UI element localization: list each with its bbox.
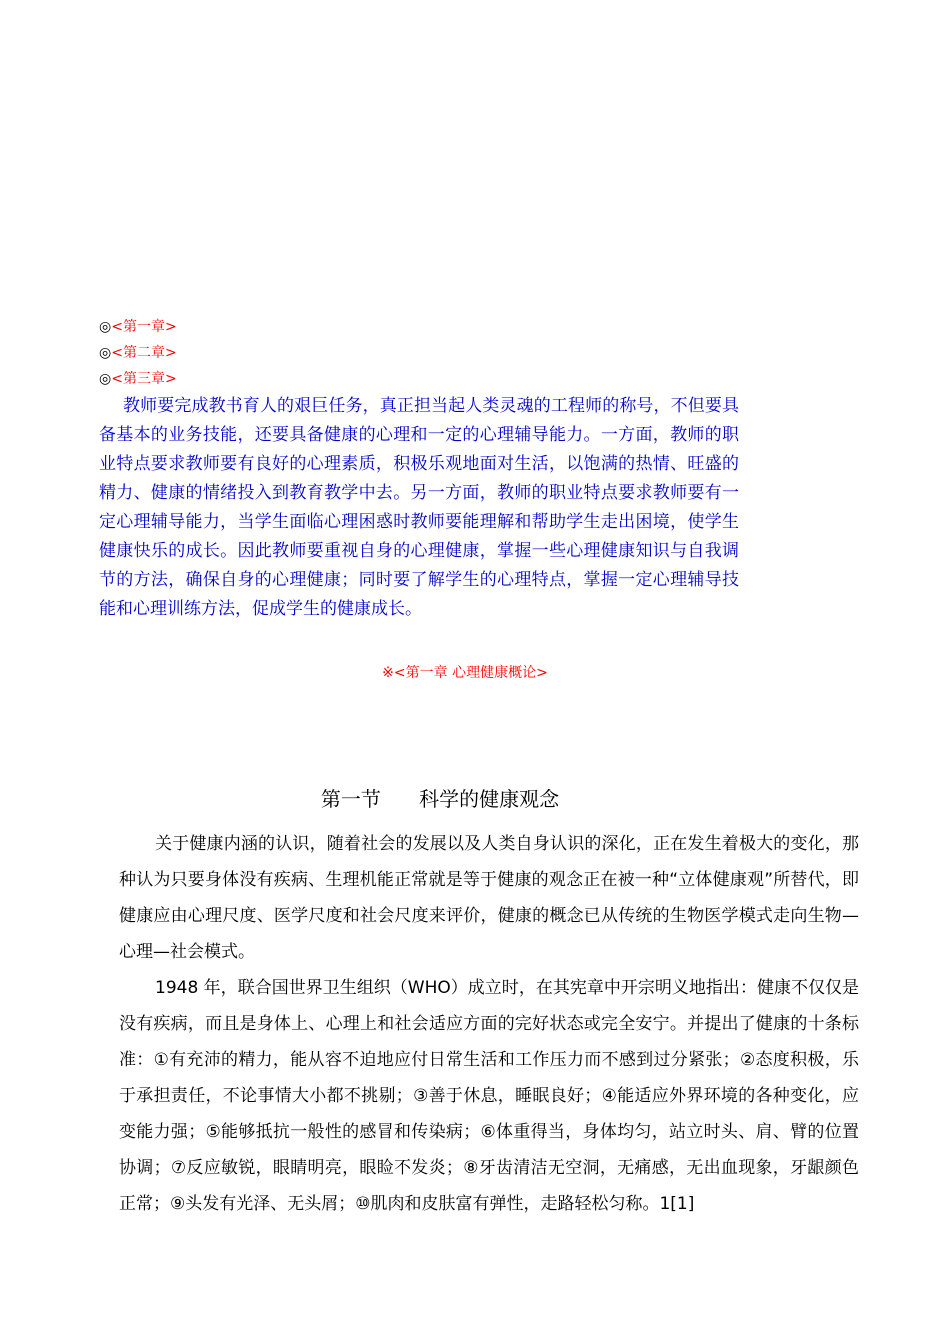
toc-bullet-icon: ◎ bbox=[99, 345, 112, 361]
toc-item-chapter-1[interactable] bbox=[99, 314, 739, 340]
toc-item-chapter-3[interactable] bbox=[99, 366, 739, 392]
toc-link-chapter-2[interactable]: <第二章> bbox=[111, 345, 177, 361]
toc-link-chapter-1[interactable]: <第一章> bbox=[111, 319, 177, 335]
toc-bullet-icon: ◎ bbox=[99, 371, 112, 387]
toc-link-chapter-3[interactable]: <第三章> bbox=[111, 371, 177, 387]
body-paragraph-2: 1948 年，联合国世界卫生组织（WHO）成立时，在其宪章中开宗明义地指出：健康不仅仅是没有疾病，而且是身体上、心理上和社会适应方面的完好状态或完全安宁。并提出了健康的十条标准：①有充沛的精力，能从容不迫地应付日常生活和工作压力而不感到过分紧张；②态度积极，乐于承担责任，不论事情大小都不挑剔；③善于休息，睡眠良好；④能适应外界环境的各种变化，应变能力强；⑤能够抵抗一般性的感冒和传染病；⑥体重得当，身体均匀，站立时头、肩、臂的位置协调；⑦反应敏锐，眼睛明亮，眼睑不发炎；⑧牙齿清洁无空洞，无痛感，无出血现象，牙龈颜色正常；⑨头发有光泽、无头屑；⑩肌肉和皮肤富有弹性，走路轻松匀称。1[1] bbox=[119, 978, 859, 1214]
chapter-heading-link[interactable]: ※<第一章 心理健康概论> bbox=[382, 665, 548, 681]
intro-paragraph: 教师要完成教书育人的艰巨任务，真正担当起人类灵魂的工程师的称号，不但要具备基本的业务技能，还要具备健康的心理和一定的心理辅导能力。一方面，教师的职业特点要求教师要有良好的心理素质，积极乐观地面对生活，以饱满的热情、旺盛的精力、健康的情绪投入到教育教学中去。另一方面，教师的职业特点要求教师要有一定心理辅导能力，当学生面临心理困惑时教师要能理解和帮助学生走出困境，使学生健康快乐的成长。因此教师要重视自身的心理健康，掌握一些心理健康知识与自我调节的方法，确保自身的心理健康；同时要了解学生的心理特点，掌握一定心理辅导技能和心理训练方法，促成学生的健康成长。 bbox=[99, 396, 739, 619]
table-of-contents bbox=[99, 314, 739, 392]
toc-item-chapter-2[interactable] bbox=[99, 340, 739, 366]
toc-bullet-icon: ◎ bbox=[99, 319, 112, 335]
section-title: 第一节 科学的健康观念 bbox=[320, 787, 560, 811]
body-paragraph-1: 关于健康内涵的认识，随着社会的发展以及人类自身认识的深化，正在发生着极大的变化，那种认为只要身体没有疾病、生理机能正常就是等于健康的观念正在被一种“立体健康观”所替代，即健康应由心理尺度、医学尺度和社会尺度来评价，健康的概念已从传统的生物医学模式走向生物—心理—社会模式。 bbox=[119, 834, 859, 962]
